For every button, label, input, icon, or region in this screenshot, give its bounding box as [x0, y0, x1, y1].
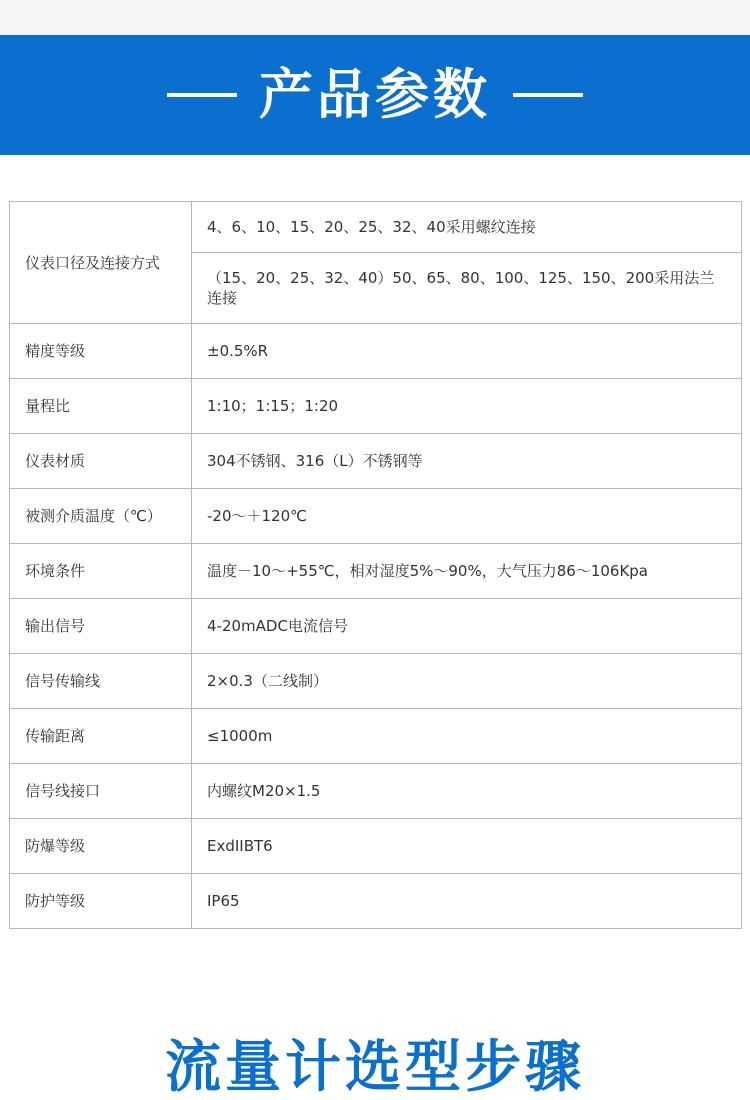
table-row — [10, 324, 742, 379]
param-label: 量程比 — [10, 379, 192, 434]
param-label: 防护等级 — [10, 874, 192, 929]
table-row — [10, 654, 742, 709]
param-value: （15、20、25、32、40）50、65、80、100、125、150、200采用法兰连接 — [192, 253, 742, 324]
param-value: 内螺纹M20×1.5 — [192, 764, 742, 819]
section-banner — [0, 35, 750, 155]
param-value: ±0.5%R — [192, 324, 742, 379]
table-row — [10, 434, 742, 489]
param-label: 被测介质温度（℃） — [10, 489, 192, 544]
banner-title: 产品参数 — [259, 63, 491, 126]
param-label: 精度等级 — [10, 324, 192, 379]
table-row — [10, 599, 742, 654]
param-label: 信号传输线 — [10, 654, 192, 709]
param-value: 温度－10～+55℃，相对湿度5%～90%，大气压力86～106Kpa — [192, 544, 742, 599]
param-value: 304不锈钢、316（L）不锈钢等 — [192, 434, 742, 489]
param-value: ≤1000m — [192, 709, 742, 764]
top-strip — [0, 0, 750, 35]
param-value: 4-20mADC电流信号 — [192, 599, 742, 654]
param-label: 输出信号 — [10, 599, 192, 654]
param-label: 环境条件 — [10, 544, 192, 599]
param-label: 传输距离 — [10, 709, 192, 764]
param-value: 2×0.3（二线制） — [192, 654, 742, 709]
param-label: 信号线接口 — [10, 764, 192, 819]
table-row — [10, 874, 742, 929]
param-label: 防爆等级 — [10, 819, 192, 874]
product-parameters-table — [9, 201, 742, 929]
table-row — [10, 819, 742, 874]
param-value: 4、6、10、15、20、25、32、40采用螺纹连接 — [192, 202, 742, 253]
param-value: 1:10；1:15；1:20 — [192, 379, 742, 434]
param-value: -20～＋120℃ — [192, 489, 742, 544]
table-row — [10, 544, 742, 599]
param-value: ExdIIBT6 — [192, 819, 742, 874]
banner-left-line — [167, 93, 237, 97]
table-row — [10, 489, 742, 544]
banner-right-line — [513, 93, 583, 97]
param-label: 仪表材质 — [10, 434, 192, 489]
table-row — [10, 709, 742, 764]
table-row — [10, 202, 742, 253]
param-value: IP65 — [192, 874, 742, 929]
param-label: 仪表口径及连接方式 — [10, 202, 192, 324]
table-row — [10, 764, 742, 819]
next-section-title: 流量计选型步骤 — [165, 1035, 585, 1100]
table-row — [10, 379, 742, 434]
